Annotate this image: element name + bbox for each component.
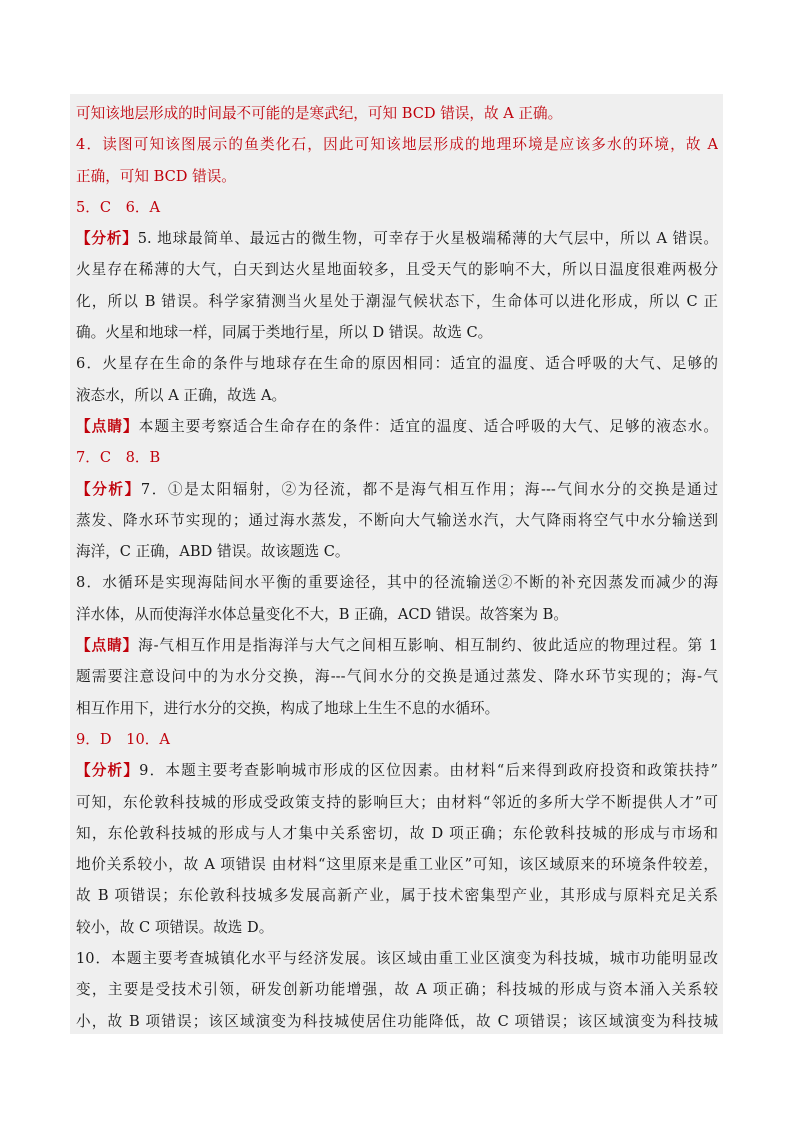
text-line	[76, 661, 718, 692]
line-text: 9．D 10．A	[76, 730, 170, 748]
text-line	[76, 129, 718, 160]
line-text: 可知，东伦敦科技城的形成受政策支持的影响巨大；由材料“邻近的多所大学不断提供人才”可	[76, 793, 718, 811]
line-text: 确。火星和地球一样，同属于类地行星，所以 D 错误。故选 C。	[76, 324, 493, 342]
line-text: 化，所以 B 错误。科学家猜测当火星处于潮湿气候状态下，生命体可以进化形成，所以 C 正	[76, 292, 718, 310]
text-line	[76, 348, 718, 379]
text-line	[76, 223, 718, 254]
line-text: 5. 地球最简单、最远古的微生物，可幸存于火星极端稀薄的大气层中，所以 A 错误。	[137, 230, 718, 248]
text-line	[76, 474, 718, 505]
text-line	[76, 317, 718, 348]
text-line	[76, 98, 718, 129]
text-line	[76, 1006, 718, 1037]
text-line	[76, 693, 718, 724]
text-line	[76, 254, 718, 285]
section-tag: 【分析】	[76, 480, 141, 498]
line-text: 洋水体，从而使海洋水体总量变化不大，B 正确，ACD 错误。故答案为 B。	[76, 605, 568, 623]
line-text: 海洋，C 正确，ABD 错误。故该题选 C。	[76, 543, 350, 561]
line-text: 地价关系较小，故 A 项错误 由材料“这里原来是重工业区”可知，该区域原来的环境条件较差，	[76, 856, 718, 874]
text-line	[76, 380, 718, 411]
answer-explanation-page	[70, 94, 723, 1034]
line-text: 7．①是太阳辐射，②为径流，都不是海气相互作用；海---气间水分的交换是通过	[140, 480, 718, 498]
text-line	[76, 442, 718, 473]
line-text: 7．C 8．B	[76, 449, 161, 467]
text-line	[76, 755, 718, 786]
text-line	[76, 505, 718, 536]
line-text: 8．水循环是实现海陆间水平衡的重要途径，其中的径流输送②不断的补充因蒸发而减少的海	[76, 574, 718, 592]
line-text: 6．火星存在生命的条件与地球存在生命的原因相同：适宜的温度、适合呼吸的大气、足够的	[76, 355, 718, 373]
line-text: 火星存在稀薄的大气，白天到达火星地面较多，且受天气的影响不大，所以日温度很难两极分	[76, 261, 718, 279]
line-text: 蒸发、降水环节实现的；通过海水蒸发，不断向大气输送水汽，大气降雨将空气中水分输送到	[76, 511, 718, 529]
line-text: 本题主要考察适合生命存在的条件：适宜的温度、适合呼吸的大气、足够的液态水。	[138, 417, 718, 435]
line-text: 相互作用下，进行水分的交换，构成了地球上生生不息的水循环。	[76, 699, 500, 717]
line-text: 4．读图可知该图展示的鱼类化石，因此可知该地层形成的地理环境是应该多水的环境，故 A	[76, 136, 718, 154]
text-line	[76, 724, 718, 755]
line-text: 较小，故 C 项错误。故选 D。	[76, 918, 274, 936]
line-text: 9．本题主要考查影响城市形成的区位因素。由材料“后来得到政府投资和政策扶持”	[139, 762, 718, 780]
text-line	[76, 818, 718, 849]
text-line	[76, 411, 718, 442]
line-text: 小，故 B 项错误；该区域演变为科技城使居住功能降低，故 C 项错误；该区域演变为科技城	[76, 1012, 718, 1030]
line-text: 题需要注意设问中的为水分交换，海---气间水分的交换是通过蒸发、降水环节实现的；海-气	[76, 668, 718, 686]
text-line	[76, 630, 718, 661]
line-text: 故 B 项错误；东伦敦科技城多发展高新产业，属于技术密集型产业，其形成与原料充足关系	[76, 887, 718, 905]
text-line	[76, 286, 718, 317]
text-line	[76, 787, 718, 818]
text-line	[76, 880, 718, 911]
section-tag: 【分析】	[76, 762, 140, 780]
text-line	[76, 192, 718, 223]
section-tag: 【分析】	[76, 230, 138, 248]
line-text: 正确，可知 BCD 错误。	[76, 167, 236, 185]
line-text: 知，东伦敦科技城的形成与人才集中关系密切，故 D 项正确；东伦敦科技城的形成与市场和	[76, 824, 718, 842]
text-line	[76, 943, 718, 974]
line-text: 可知该地层形成的时间最不可能的是寒武纪，可知 BCD 错误，故 A 正确。	[76, 105, 563, 122]
line-text: 变，主要是受技术引领，研发创新功能增强，故 A 项正确；科技城的形成与资本涌入关系较	[76, 981, 718, 999]
text-line	[76, 161, 718, 192]
text-line	[76, 974, 718, 1005]
text-line	[76, 536, 718, 567]
line-text: 海-气相互作用是指海洋与大气之间相互影响、相互制约、彼此适应的物理过程。第 1	[138, 637, 718, 655]
text-line	[76, 849, 718, 880]
text-line	[76, 599, 718, 630]
line-text: 10．本题主要考查城镇化水平与经济发展。该区域由重工业区演变为科技城，城市功能明显改	[76, 950, 718, 968]
text-line	[76, 912, 718, 943]
text-line	[76, 567, 718, 598]
line-text: 液态水，所以 A 正确，故选 A。	[76, 386, 287, 404]
section-tag: 【点睛】	[76, 417, 139, 435]
section-tag: 【点睛】	[76, 637, 139, 655]
line-text: 5．C 6．A	[76, 198, 161, 216]
